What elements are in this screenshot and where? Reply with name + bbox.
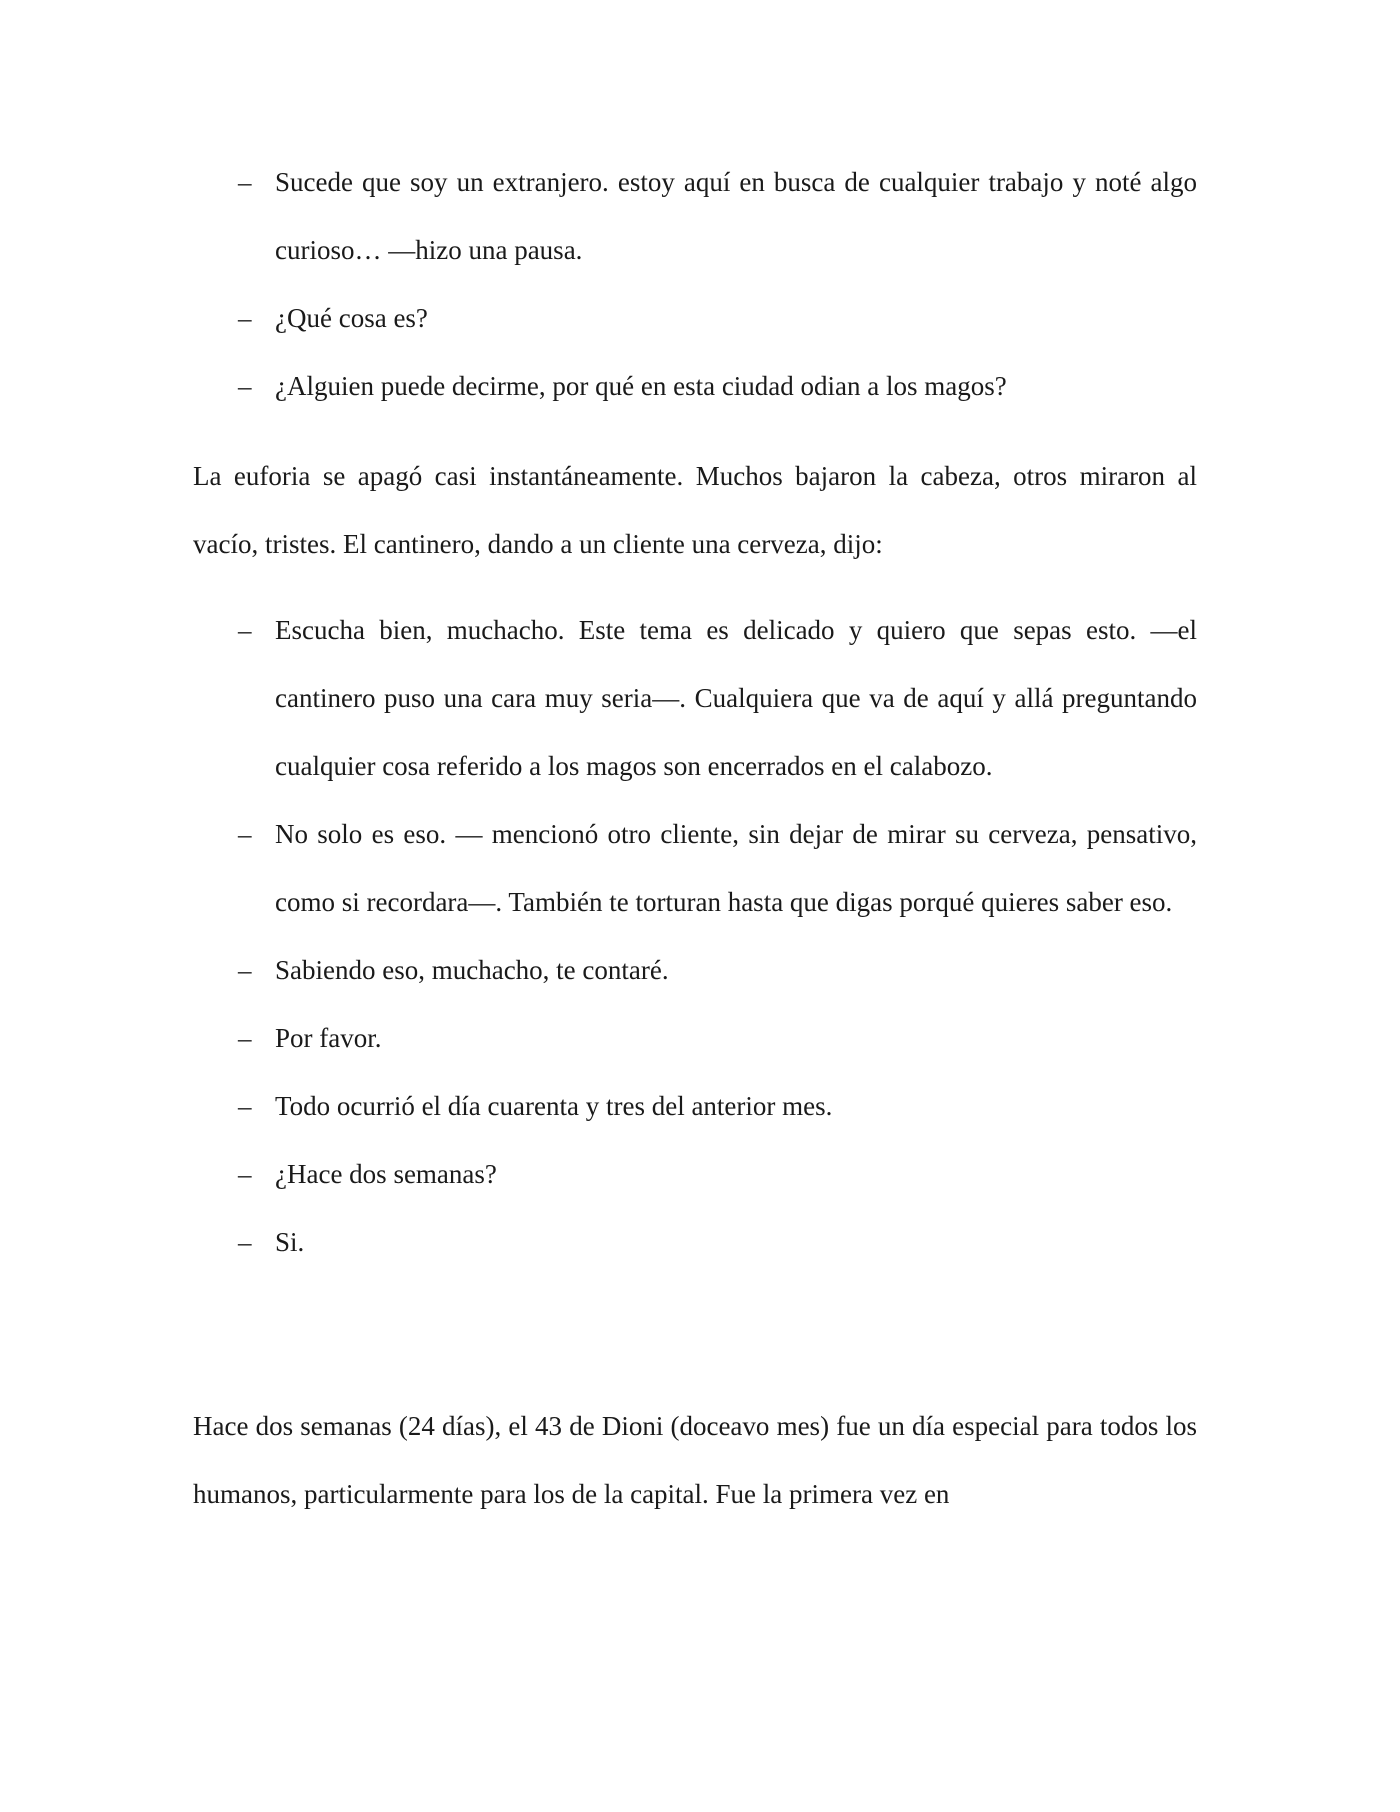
dialog-text: Sucede que soy un extranjero. estoy aquí en busca de cualquier trabajo y noté algo curioso… —hizo una pausa. xyxy=(275,167,1197,265)
narrative-paragraph: Hace dos semanas (24 días), el 43 de Dioni (doceavo mes) fue un día especial para todos los humanos, particularmente para los de la capital. Fue la primera vez en xyxy=(193,1411,1197,1509)
dialog-dash: – xyxy=(238,819,252,849)
dialog-text: Escucha bien, muchacho. Este tema es delicado y quiero que sepas esto. —el cantinero puso una cara muy seria—. Cualquiera que va de aquí y allá preguntando cualquier cosa referido a los magos son encerrados en el calabozo. xyxy=(275,615,1197,781)
dialog-dash: – xyxy=(238,1227,252,1257)
dialog-line xyxy=(193,1072,1197,1140)
dialog-text: ¿Qué cosa es? xyxy=(275,303,428,333)
dialog-line xyxy=(193,936,1197,1004)
dialog-line xyxy=(193,800,1197,936)
dialog-dash: – xyxy=(238,1159,252,1189)
dialog-line xyxy=(193,1140,1197,1208)
narrative-paragraph: La euforia se apagó casi instantáneamente. Muchos bajaron la cabeza, otros miraron al vacío, tristes. El cantinero, dando a un cliente una cerveza, dijo: xyxy=(193,461,1197,559)
dialog-dash: – xyxy=(238,615,252,645)
dialog-line xyxy=(193,596,1197,800)
dialog-text: Si. xyxy=(275,1227,305,1257)
dialog-line xyxy=(193,1004,1197,1072)
dialog-text: ¿Alguien puede decirme, por qué en esta ciudad odian a los magos? xyxy=(275,371,1007,401)
dialog-text: No solo es eso. — mencionó otro cliente, sin dejar de mirar su cerveza, pensativo, como si recordara—. También te torturan hasta que digas porqué quieres saber eso. xyxy=(275,819,1197,917)
dialog-dash: – xyxy=(238,371,252,401)
dialog-dash: – xyxy=(238,167,252,197)
document-page xyxy=(193,148,1197,1528)
dialog-text: Por favor. xyxy=(275,1023,382,1053)
dialog-line xyxy=(193,1208,1197,1276)
dialog-text: Todo ocurrió el día cuarenta y tres del anterior mes. xyxy=(275,1091,833,1121)
dialog-dash: – xyxy=(238,1091,252,1121)
dialog-line xyxy=(193,148,1197,284)
dialog-text: ¿Hace dos semanas? xyxy=(275,1159,497,1189)
dialog-dash: – xyxy=(238,303,252,333)
dialog-line xyxy=(193,284,1197,352)
dialog-line xyxy=(193,352,1197,420)
dialog-dash: – xyxy=(238,955,252,985)
dialog-text: Sabiendo eso, muchacho, te contaré. xyxy=(275,955,669,985)
dialog-dash: – xyxy=(238,1023,252,1053)
